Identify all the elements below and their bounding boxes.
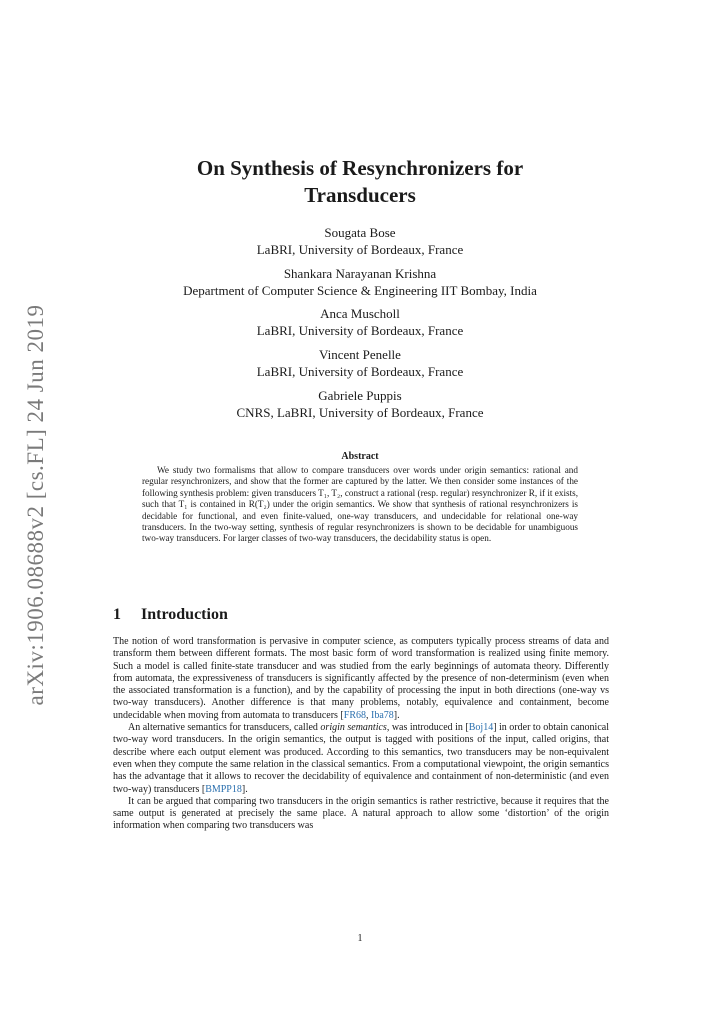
author-affiliation: Department of Computer Science & Engineering IIT Bombay, India [183,283,537,298]
author-name: Anca Muscholl [320,306,400,321]
page-number: 1 [357,933,363,944]
section-number: 1 [113,606,121,623]
author-block [100,387,620,421]
paragraph-text: An alternative semantics for transducers, called [128,722,321,734]
citation-link[interactable]: FR68 [343,709,366,721]
author-name: Vincent Penelle [319,347,401,362]
author-block [100,346,620,380]
paragraph-text: , [366,709,371,721]
author-name: Gabriele Puppis [318,388,402,403]
author-affiliation: CNRS, LaBRI, University of Bordeaux, France [236,405,484,420]
author-affiliation: LaBRI, University of Bordeaux, France [256,242,464,257]
paragraph-text: ]. [393,709,400,721]
paragraph-text: The notion of word transformation is pervasive in computer science, as computers typically process streams of data and transform them between different formats. The most basic form of word transformation is realized using finite memory. Such a model is called finite-state transducer and was studied from the early beginnings of automata theory. Differently from automata, the expressiveness of transducers is significantly affected by the presence of non-determinism (even when the associated transformation is a function), and by the capability of processing the input in both directions (one-way vs two-way transducers). Another difference is that many problems, notably, equivalence and containment, become undecidable when moving from automata to transducers [ [113,636,609,721]
author-name: Shankara Narayanan Krishna [283,266,437,281]
citation-link[interactable]: Boj14 [468,722,494,734]
paragraph-text: ] in order to obtain canonical two-way word transducers. In the origin semantics, the output is tagged with positions of the input, called origins, that describe where each output element was produced. According to this semantics, two transducers may be non-equivalent even when they compute the same relation in the classical semantics. From a computational viewpoint, the origin semantics has the advantage that it allows to recover the decidability of equivalence and containment of non-deterministic (and even two-way) transducers [ [113,722,609,795]
paragraph [113,722,609,796]
arxiv-identifier: arXiv:1906.08688v2 [cs.FL] 24 Jun 2019 [23,304,48,706]
abstract-text: We study two formalisms that allow to compare transducers over words under origin semantics: rational and regular resynchronizers, and show that the former are captured by the latter. We then consider some instances of the following synthesis problem: given transducers T₁, T₂, construct a rational (resp. regular) resynchronizer R, if it exists, such that T₁ is contained in R(T₂) under the origin semantics. We show that synthesis of rational resynchronizers is decidable for functional, and even finite-valued, one-way transducers, and undecidable for relational one-way transducers. In the two-way setting, synthesis of regular resynchronizers is shown to be decidable for unambiguous two-way transducers. For larger classes of two-way transducers, the decidability status is open. [142,465,578,544]
paper-title: On Synthesis of Resynchronizers for Transducers [196,156,524,207]
author-affiliation: LaBRI, University of Bordeaux, France [256,364,464,379]
author-block [100,305,620,339]
emphasized-term: origin semantics [320,722,387,734]
author-block [100,265,620,299]
author-block [100,224,620,258]
author-name: Sougata Bose [324,225,396,240]
citation-link[interactable]: BMPP18 [205,783,242,795]
author-affiliation: LaBRI, University of Bordeaux, France [256,323,464,338]
section-title: Introduction [141,606,228,623]
paragraph-text: , was introduced in [ [386,722,469,734]
citation-link[interactable]: Iba78 [371,709,394,721]
section-heading [113,606,228,624]
paragraph [113,636,609,722]
paragraph: It can be argued that comparing two transducers in the origin semantics is rather restrictive, because it requires that the same output is generated at precisely the same place. A natural approach to allow some ‘distortion’ of the origin information when comparing two transducers was [113,795,609,832]
paragraph-text: ]. [241,783,248,795]
body-text [113,636,609,833]
abstract-heading: Abstract [341,451,379,462]
